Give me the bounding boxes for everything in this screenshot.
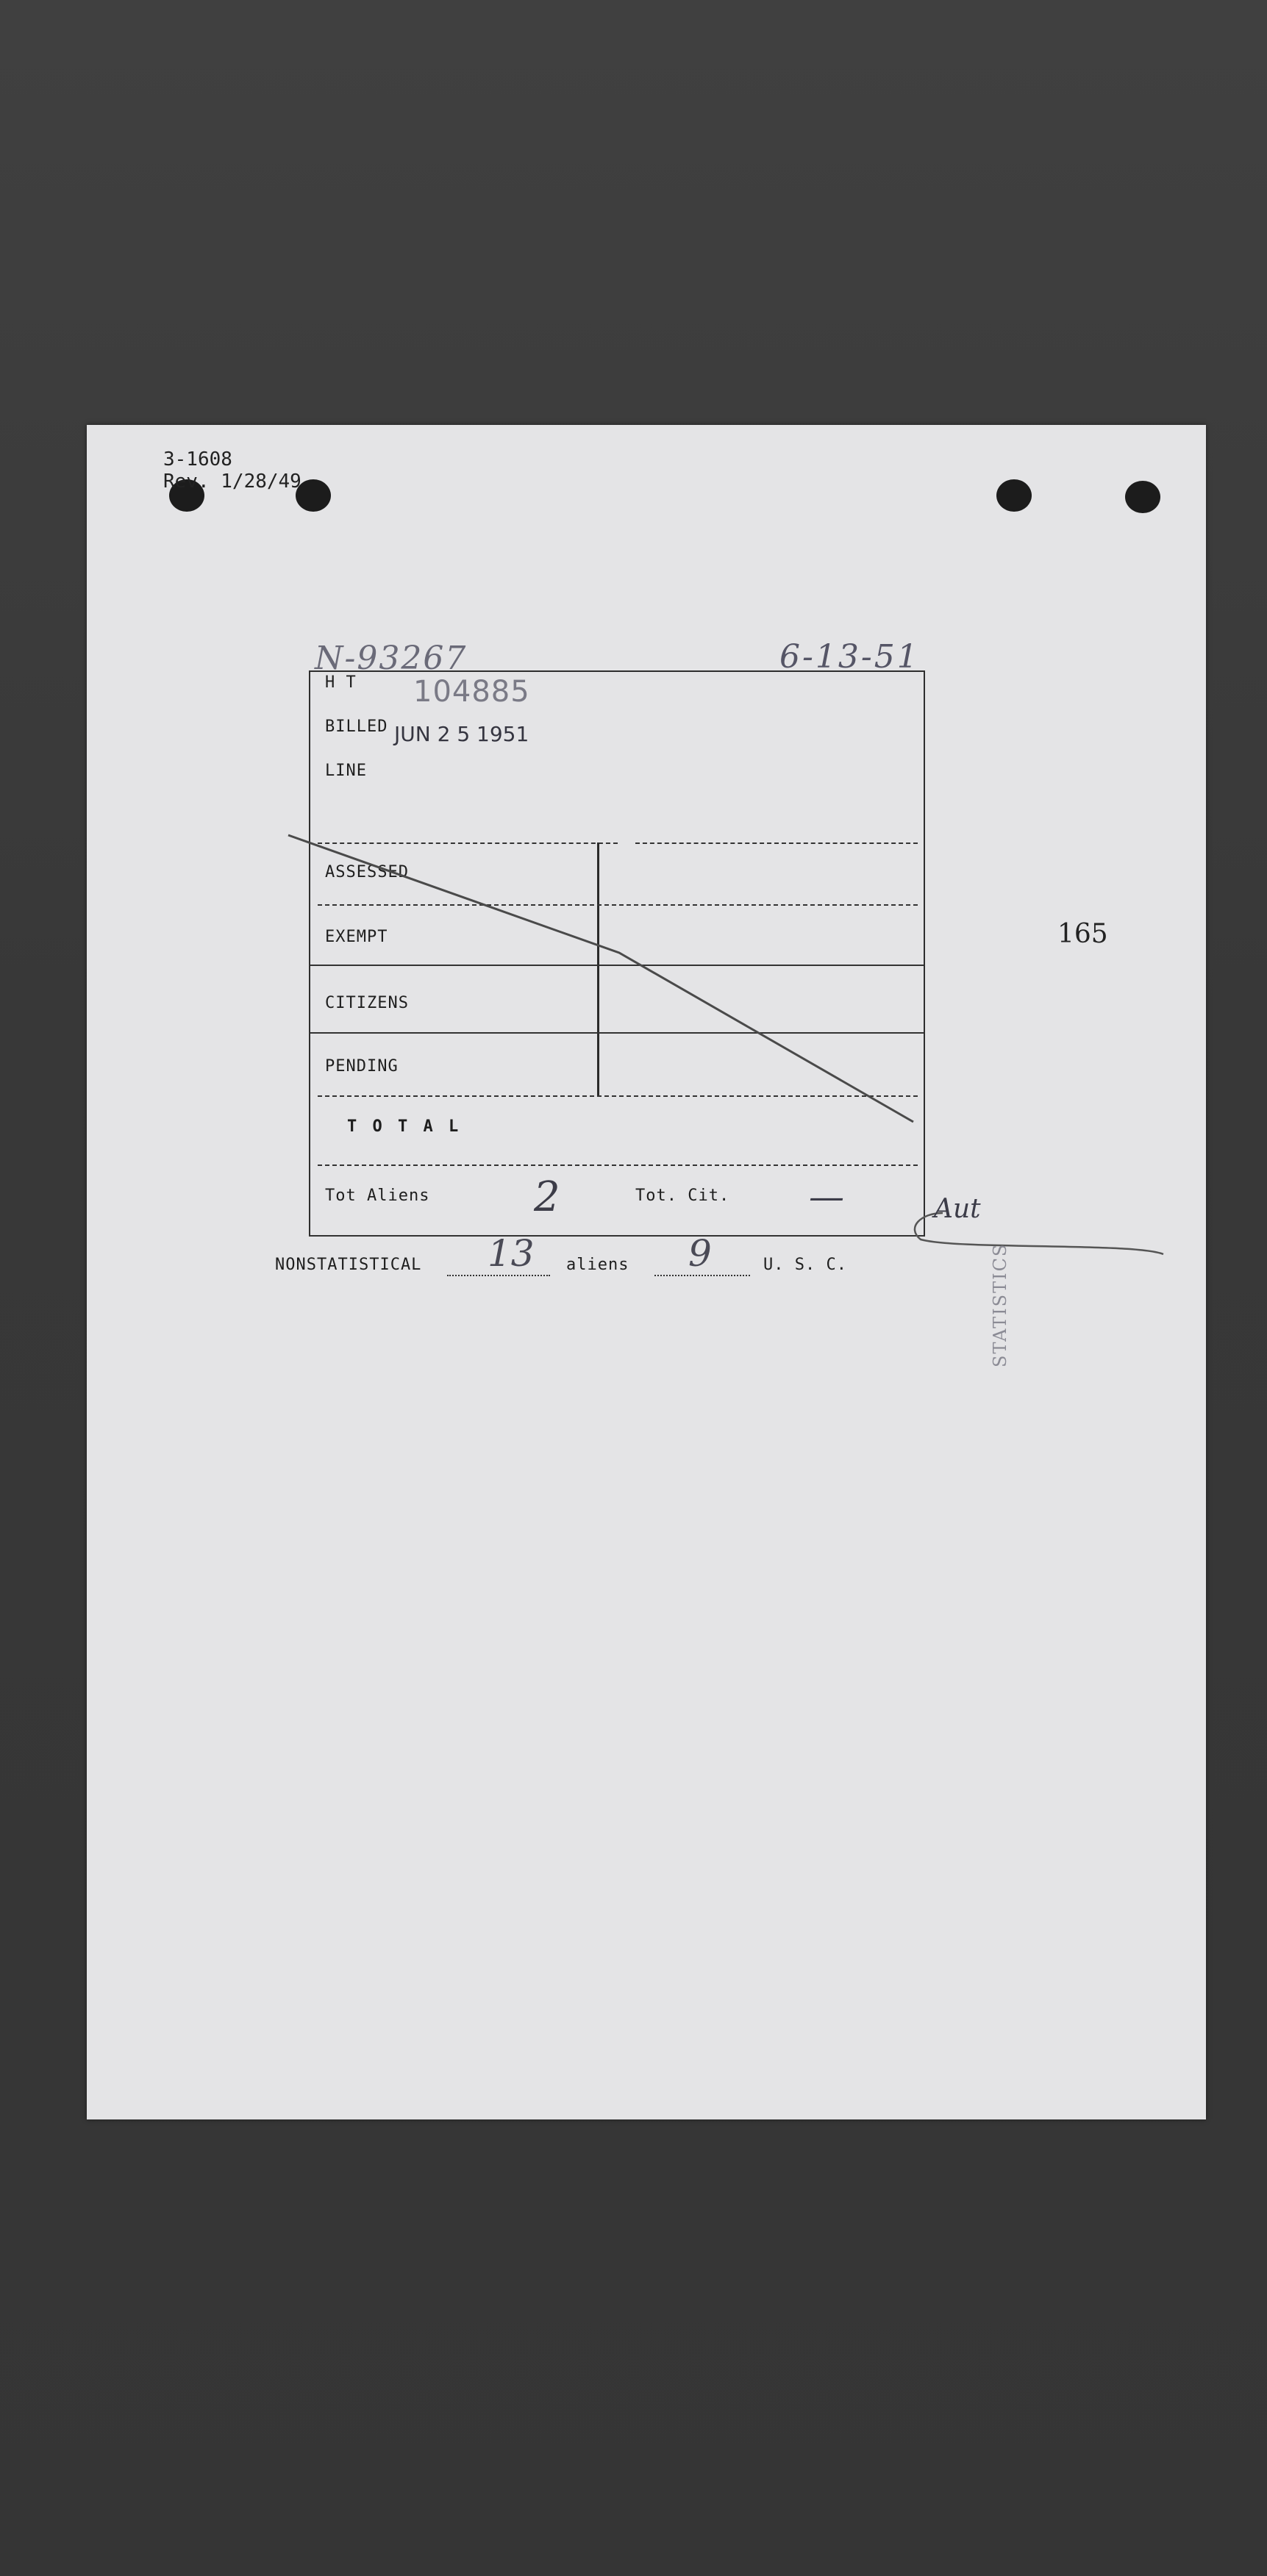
total-label: T O T A L [347, 1117, 462, 1136]
initials: Aut [934, 1194, 981, 1224]
tot-cit-label: Tot. Cit. [635, 1187, 730, 1205]
form-revision: Rev. 1/28/49 [163, 471, 301, 493]
billed-date-stamp: JUN 2 5 1951 [394, 722, 529, 746]
header-divider-left [318, 842, 618, 844]
tot-aliens-label: Tot Aliens [325, 1187, 430, 1205]
row-divider-4 [318, 1095, 918, 1097]
grid-bottom-border [309, 1235, 924, 1237]
nonstat-aliens-underline [654, 1275, 750, 1276]
tot-cit-value: — [809, 1176, 844, 1217]
row-label-exempt: EXEMPT [325, 928, 388, 946]
nonstat-count-value: 13 [488, 1232, 535, 1275]
row-label-pending: PENDING [325, 1057, 399, 1076]
nonstat-aliens-value: 9 [688, 1232, 712, 1275]
record-card [87, 425, 1206, 2119]
line-label: LINE [325, 762, 367, 780]
row-divider-2 [310, 965, 924, 966]
date-written: 6-13-51 [779, 638, 920, 676]
row-label-assessed: ASSESSED [325, 863, 409, 881]
header-divider-right [635, 842, 918, 844]
billed-label: BILLED [325, 718, 388, 736]
punch-hole-4 [1125, 481, 1160, 513]
statistics-stamp: STATISTICS [990, 1242, 1010, 1367]
row-label-citizens: CITIZENS [325, 994, 409, 1012]
total-divider [318, 1164, 918, 1166]
tot-aliens-value: 2 [534, 1173, 560, 1221]
form-number: 3-1608 [163, 448, 232, 471]
usc-label: U. S. C. [763, 1256, 847, 1274]
nonstatistical-label: NONSTATISTICAL [275, 1256, 422, 1274]
ht-number: 104885 [413, 675, 530, 709]
row-divider-3 [310, 1032, 924, 1034]
row-divider-1 [318, 904, 918, 906]
statistics-grid [309, 670, 925, 1237]
nonstat-aliens-label: aliens [566, 1256, 629, 1274]
punch-hole-3 [996, 479, 1032, 512]
cancel-strike-line [288, 835, 296, 842]
column-divider [597, 842, 599, 1095]
page-number: 165 [1057, 919, 1108, 949]
file-number: N-93267 [315, 640, 468, 677]
form-number-block [163, 448, 301, 493]
ht-label: H T [325, 673, 357, 692]
nonstat-count-underline [447, 1275, 550, 1276]
